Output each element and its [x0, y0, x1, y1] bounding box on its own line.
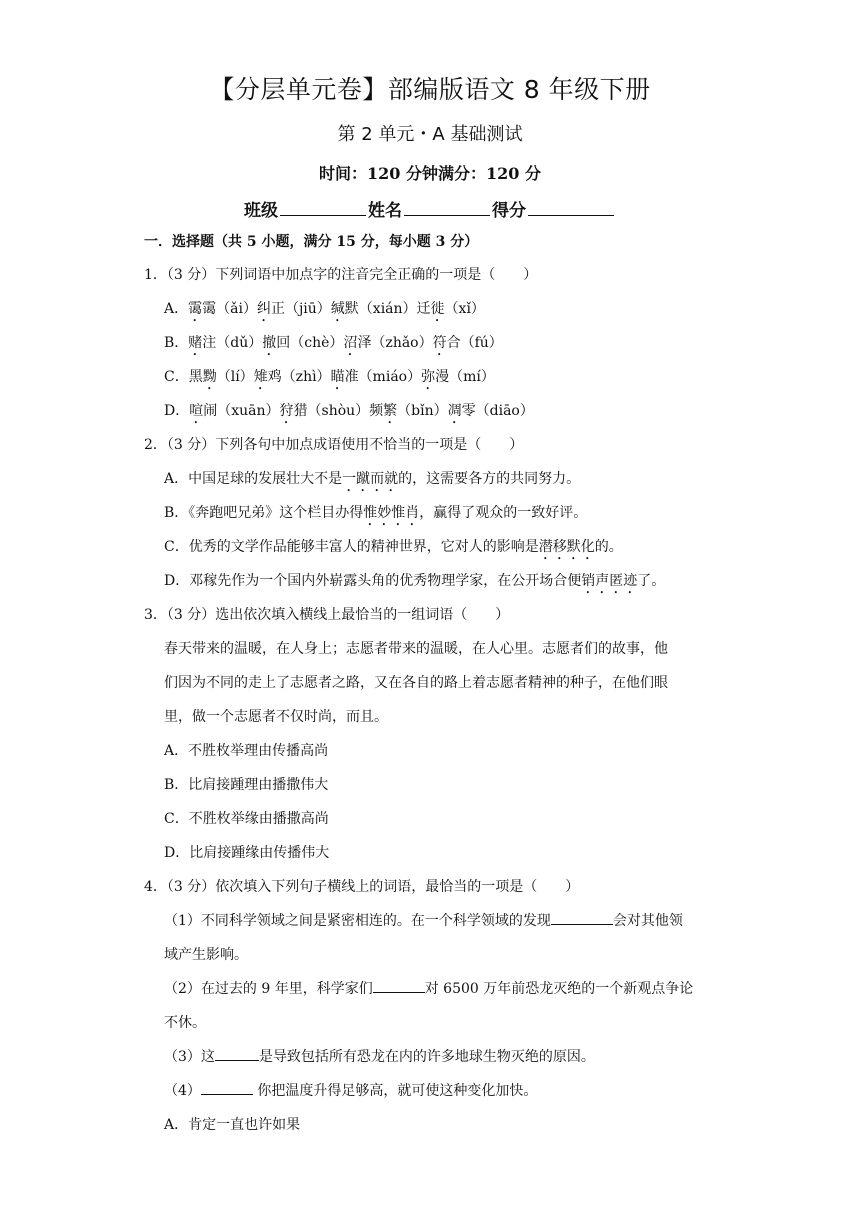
q4-s3-text: （3）这 [164, 1049, 215, 1065]
answer-blank [201, 1080, 253, 1095]
q1a-dot: 纠 [256, 301, 271, 317]
question-3-passage-line: 们因为不同的走上了志愿者之路，又在各自的路上着志愿者精神的种子，在他们眼 [164, 675, 668, 691]
q1c-text: C．黑 [164, 369, 203, 385]
q1c-text: （lí） [216, 369, 254, 385]
question-3-option-d: D．比肩接踵缘由传播伟大 [164, 845, 330, 861]
name-blank [404, 197, 490, 216]
q1d-dot: 繁 [383, 403, 398, 419]
question-4-sentence-4 [164, 1080, 537, 1100]
q2d-text: D．邓稼先作为一个国内外崭露头角的优秀物理学家，在公开场合便 [164, 573, 582, 589]
q1b-dot: 沼 [343, 335, 358, 351]
question-4-option-a: A．肯定一直也许如果 [164, 1117, 301, 1133]
question-4-stem: 4．（3 分）依次填入下列句子横线上的词语，最恰当的一项是（ ） [144, 879, 580, 895]
q2a-text: A．中国足球的发展壮大不是 [164, 471, 343, 487]
q4-s2-text: 对 6500 万年前恐龙灭绝的一个新观点争论 [424, 981, 694, 997]
q2b-idiom: 惟妙惟肖 [363, 505, 420, 521]
student-info-line [0, 196, 860, 221]
question-4-sentence-3 [164, 1046, 595, 1066]
q1a-text: 默（xián）迁 [344, 301, 431, 317]
q2a-text: 的，这需要各方的共同努力。 [398, 471, 581, 487]
q1a-dot: 霭 [188, 301, 203, 317]
question-2-option-c [164, 536, 623, 563]
section-heading: 一．选择题（共 5 小题，满分 15 分，每小题 3 分） [144, 234, 479, 250]
question-1-option-d [164, 400, 534, 427]
q1a-text: 正（jiū） [270, 301, 331, 317]
q1c-text: 准（miáo） [344, 369, 422, 385]
q2b-text: B．《奔跑吧兄弟》这个栏目办得 [164, 505, 364, 521]
q2c-text: 的。 [594, 539, 623, 555]
question-3-passage-line: 春天带来的温暖，在人身上；志愿者带来的温暖，在人心里。志愿者们的故事，他 [164, 641, 668, 657]
q1d-text: 闹（xuān） [203, 403, 280, 419]
class-blank [280, 197, 366, 216]
q1d-text: 猎（shòu）频 [293, 403, 384, 419]
question-2-stem: 2．（3 分）下列各句中加点成语使用不恰当的一项是（ ） [144, 437, 524, 453]
q1a-text: 霭（ǎi） [202, 301, 257, 317]
question-4-sentence-1 [164, 910, 683, 930]
q1c-text: 鸡（zhì） [267, 369, 331, 385]
q1c-text: 漫（mí） [435, 369, 495, 385]
q1b-text: B． [164, 335, 189, 351]
question-1-stem: 1．（3 分）下列词语中加点字的注音完全正确的一项是（ ） [144, 267, 538, 283]
q1d-dot: 喧 [189, 403, 204, 419]
exam-time: 时间：120 分钟满分：120 分 [319, 164, 541, 183]
question-3-option-a: A．不胜枚举理由传播高尚 [164, 743, 329, 759]
q1d-dot: 凋 [447, 403, 462, 419]
q1c-dot: 雉 [253, 369, 268, 385]
question-4-sentence-2-cont: 不休。 [164, 1015, 206, 1031]
q2d-text: 了。 [637, 573, 666, 589]
q1a-text: （xǐ） [444, 301, 485, 317]
q1a-dot: 徙 [430, 301, 445, 317]
q2a-idiom: 一蹴而就 [342, 471, 399, 487]
exam-title: 【分层单元卷】部编版语文 8 年级下册 [209, 75, 651, 104]
q1b-dot: 撤 [262, 335, 277, 351]
question-2-option-b [164, 502, 587, 529]
q1c-dot: 弥 [421, 369, 436, 385]
class-label: 班级 [244, 201, 278, 221]
q1b-text: 泽（zhǎo） [357, 335, 433, 351]
answer-blank [551, 910, 613, 925]
question-3-stem: 3．（3 分）选出依次填入横线上最恰当的一组词语（ ） [144, 607, 510, 623]
q4-s4-text: 你把温度升得足够高，就可使这种变化加快。 [252, 1083, 538, 1099]
q1d-text: 零（diāo） [461, 403, 534, 419]
question-1-option-c [164, 366, 495, 393]
q1a-text: A． [164, 301, 189, 317]
q1b-text: 注（dǔ） [202, 335, 263, 351]
q4-s1-text: （1）不同科学领域之间是紧密相连的。在一个科学领域的发现 [164, 913, 551, 929]
q1b-text: 合（fú） [446, 335, 503, 351]
question-2-option-a [164, 468, 580, 495]
q1c-dot: 黝 [202, 369, 217, 385]
name-label: 姓名 [368, 201, 402, 221]
answer-blank [373, 978, 425, 993]
q2d-idiom: 销声匿迹 [581, 573, 638, 589]
q1c-dot: 瞄 [330, 369, 345, 385]
question-2-option-d [164, 570, 665, 597]
score-label: 得分 [492, 201, 526, 221]
q1b-dot: 符 [432, 335, 447, 351]
q4-s4-text: （4） [164, 1083, 201, 1099]
q1d-text: （bǐn） [397, 403, 448, 419]
q2c-text: C．优秀的文学作品能够丰富人的精神世界，它对人的影响是 [164, 539, 539, 555]
q1b-dot: 赌 [188, 335, 203, 351]
question-1-option-a [164, 298, 485, 325]
q1b-text: 回（chè） [276, 335, 344, 351]
question-4-sentence-2 [164, 978, 693, 998]
score-blank [528, 197, 614, 216]
q2c-idiom: 潜移默化 [538, 539, 595, 555]
question-3-option-b: B．比肩接踵理由播撒伟大 [164, 777, 329, 793]
answer-blank [215, 1046, 259, 1061]
q2b-text: ，赢得了观众的一致好评。 [419, 505, 588, 521]
exam-subtitle: 第 2 单元・A 基础测试 [337, 124, 523, 145]
question-4-sentence-1-cont: 域产生影响。 [164, 947, 248, 963]
q1d-dot: 狩 [279, 403, 294, 419]
question-3-option-c: C．不胜枚举缘由播撒高尚 [164, 811, 329, 827]
q4-s1-text: 会对其他领 [612, 913, 683, 929]
q4-s2-text: （2）在过去的 9 年里，科学家们 [164, 981, 373, 997]
q1a-dot: 缄 [330, 301, 345, 317]
question-3-passage-line: 里，做一个志愿者不仅时尚，而且。 [164, 709, 388, 725]
q4-s3-text: 是导致包括所有恐龙在内的许多地球生物灭绝的原因。 [258, 1049, 595, 1065]
question-1-option-b [164, 332, 503, 359]
q1d-text: D． [164, 403, 190, 419]
